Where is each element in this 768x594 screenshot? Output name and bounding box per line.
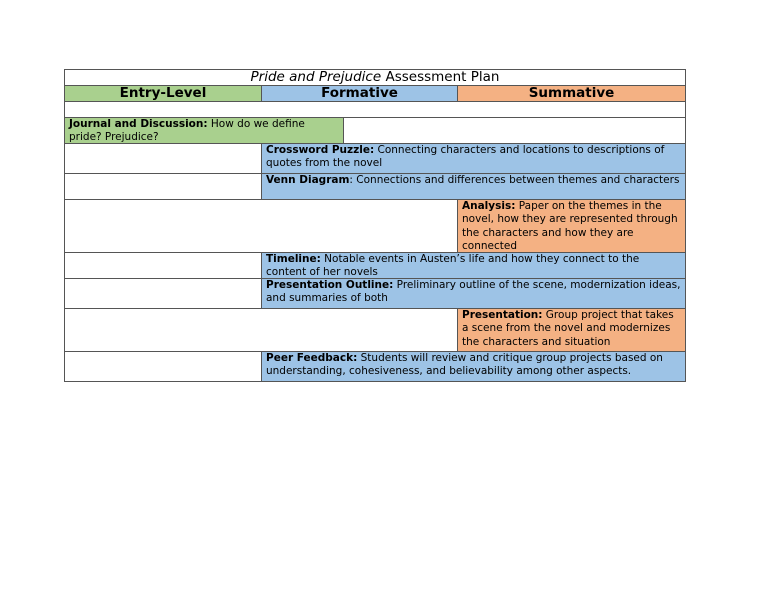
empty-entry-cell	[65, 352, 262, 381]
title-italic: Pride and Prejudice	[250, 69, 382, 85]
journal-text: How do we define pride? Prejudice?	[69, 118, 305, 143]
timeline-label: Timeline:	[266, 253, 321, 265]
analysis-cell	[458, 200, 685, 252]
table-row-presentation	[64, 309, 686, 352]
empty-entry-cell	[65, 253, 262, 278]
assessment-plan-table	[64, 69, 686, 382]
peer-label: Peer Feedback:	[266, 352, 358, 364]
venn-text: : Connections and differences between themes and characters	[349, 174, 680, 186]
peer-cell	[262, 352, 685, 381]
outline-text: Preliminary outline of the scene, modernization ideas, and summaries of both	[266, 279, 681, 305]
presentation-text: Group project that takes a scene from the novel and modernizes the characters and situation	[462, 309, 674, 348]
journal-label: Journal and Discussion:	[69, 118, 208, 130]
table-row-crossword	[64, 144, 686, 174]
analysis-label: Analysis:	[462, 200, 516, 212]
outline-label: Presentation Outline:	[266, 279, 394, 291]
table-row-journal	[64, 118, 686, 144]
title-row	[64, 69, 686, 86]
table-title	[65, 70, 685, 85]
spacer-row	[64, 102, 686, 118]
header-formative: Formative	[262, 86, 458, 101]
venn-cell	[262, 174, 685, 199]
outline-cell	[262, 279, 685, 308]
table-row-peer	[64, 352, 686, 382]
empty-entry-cell	[65, 144, 262, 173]
presentation-label: Presentation:	[462, 309, 543, 321]
crossword-label: Crossword Puzzle:	[266, 144, 375, 156]
analysis-text: Paper on the themes in the novel, how they are represented through the characters and how they are connected	[462, 200, 678, 252]
table-row-analysis	[64, 200, 686, 253]
journal-cell	[65, 118, 344, 143]
crossword-cell	[262, 144, 685, 173]
header-row	[64, 86, 686, 102]
empty-cell	[65, 309, 458, 351]
empty-cell	[65, 200, 458, 252]
table-row-venn	[64, 174, 686, 200]
header-summative: Summative	[458, 86, 685, 101]
table-row-timeline	[64, 253, 686, 279]
timeline-cell	[262, 253, 685, 278]
venn-label: Venn Diagram	[266, 174, 350, 186]
crossword-text: Connecting characters and locations to descriptions of quotes from the novel	[266, 144, 665, 170]
presentation-cell	[458, 309, 685, 351]
empty-entry-cell	[65, 174, 262, 199]
peer-text: Students will review and critique group projects based on understanding, cohesiveness, and believability among other aspects.	[266, 352, 663, 378]
table-row-outline	[64, 279, 686, 309]
title-rest: Assessment Plan	[381, 69, 500, 85]
timeline-text: Notable events in Austen’s life and how they connect to the content of her novels	[266, 253, 640, 278]
header-entry-level: Entry-Level	[65, 86, 262, 101]
empty-entry-cell	[65, 279, 262, 308]
